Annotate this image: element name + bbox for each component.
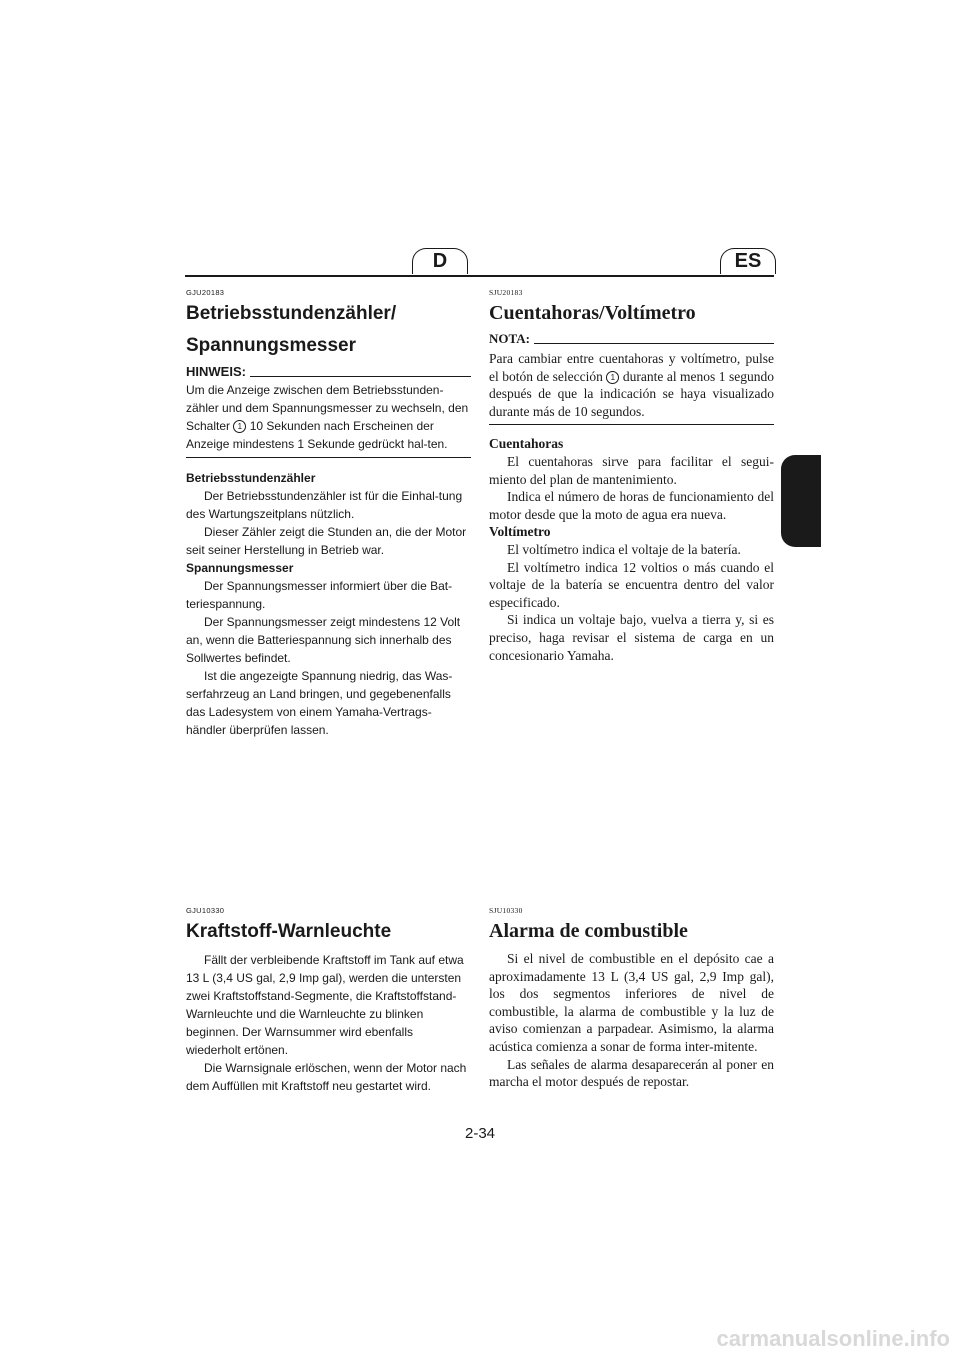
paragraph: Si indica un voltaje bajo, vuelva a tierra y, si es preciso, haga revisar el sistema de carga en un concesionario Yamaha. xyxy=(489,612,774,663)
paragraph: Ist die angezeigte Spannung niedrig, das Was-serfahrzeug an Land bringen, und gegebenenfalls das Ladesystem von einem Yamaha-Vertrags-händler überprüfen lassen. xyxy=(186,669,453,737)
es-section-fuel-warning xyxy=(489,906,774,1091)
paragraph: Si el nivel de combustible en el depósito cae a aproximadamente 13 L (3,4 US gal, 2,9 Imp gal), los dos segmentos inferiores de nivel de combustible, la alarma de combustible y la luz de aviso comienzan a parpadear. Asimismo, la alarma acústica comienza a sonar de forma inter-mitente. xyxy=(489,951,774,1054)
subheading-voltmeter: Spannungsmesser xyxy=(186,561,294,575)
language-badge-es: ES xyxy=(720,248,776,274)
subheading-hour-meter: Betriebsstundenzähler xyxy=(186,471,316,485)
section-title: Cuentahoras/Voltímetro xyxy=(489,302,696,324)
de-section-hour-meter xyxy=(186,288,471,739)
paragraph: Der Spannungsmesser zeigt mindestens 12 Volt an, wenn die Batteriespannung sich innerhalb des Sollwertes befindet. xyxy=(186,615,461,665)
section-code: SJU10330 xyxy=(489,906,523,915)
section-code: SJU20183 xyxy=(489,288,523,297)
paragraph: El cuentahoras sirve para facilitar el segui-miento del plan de mantenimiento. xyxy=(489,453,774,487)
callout-marker: 1 xyxy=(233,420,246,433)
paragraph: Las señales de alarma desaparecerán al poner en marcha el motor después de repostar. xyxy=(489,1056,774,1090)
header-rule xyxy=(185,275,774,277)
note-text: Um die Anzeige zwischen dem Betriebsstunden-zähler und dem Spannungsmesser zu wechseln, den Schalter 1 10 Sekunden nach Erscheinen der Anzeige mindestens 1 Sekunde gedrückt hal-ten. xyxy=(186,383,469,451)
section-code: GJU10330 xyxy=(186,906,225,915)
paragraph: El voltímetro indica el voltaje de la batería. xyxy=(507,541,741,557)
paragraph: Der Betriebsstundenzähler ist für die Einhal-tung des Wartungszeitplans nützlich. xyxy=(186,489,463,521)
paragraph: Dieser Zähler zeigt die Stunden an, die der Motor seit seiner Herstellung in Betrieb war. xyxy=(186,525,467,557)
chapter-tab xyxy=(781,455,821,547)
subheading-hour-meter: Cuentahoras xyxy=(489,436,564,452)
note-label: NOTA: xyxy=(489,331,530,346)
callout-marker: 1 xyxy=(606,371,619,384)
note-text: Para cambiar entre cuentahoras y voltímetro, pulse el botón de selección 1 durante al menos 1 segundo después de que la indicación se haya visualizado durante más de 10 segundos. xyxy=(489,351,775,419)
note-rule xyxy=(250,376,471,377)
note-rule xyxy=(534,343,774,344)
section-title: Betriebsstundenzähler/ Spannungsmesser xyxy=(186,303,397,356)
language-badge-de: D xyxy=(412,248,468,274)
watermark: carmanualsonline.info xyxy=(716,1326,950,1351)
page-number: 2-34 xyxy=(464,1125,496,1142)
paragraph: Der Spannungsmesser informiert über die Bat-teriespannung. xyxy=(186,579,453,611)
section-code: GJU20183 xyxy=(186,288,225,297)
paragraph: Indica el número de horas de funcionamiento del motor desde que la moto de agua era nueva. xyxy=(489,489,774,522)
subheading-voltmeter: Voltímetro xyxy=(489,524,551,540)
section-title: Kraftstoff-Warnleuchte xyxy=(186,921,392,942)
note-label: HINWEIS: xyxy=(186,364,246,379)
es-section-hour-meter xyxy=(489,288,774,664)
paragraph: Fällt der verbleibende Kraftstoff im Tank auf etwa 13 L (3,4 US gal, 2,9 Imp gal), werden die untersten zwei Kraftstoffstand-Segmente, die Kraftstoffstand-Warnleuchte und die Warnleuchte zu blinken beginnen. Der Warnsummer wird ebenfalls wiederholt ertönen. xyxy=(186,953,464,1057)
paragraph: El voltímetro indica 12 voltios o más cuando el voltaje de la batería se encuentra dentro del valor especificado. xyxy=(489,559,774,610)
note-header xyxy=(489,332,774,346)
de-section-fuel-warning xyxy=(186,906,471,1095)
section-title: Alarma de combustible xyxy=(489,920,688,942)
paragraph: Die Warnsignale erlöschen, wenn der Motor nach dem Auffüllen mit Kraftstoff neu gestartet wird. xyxy=(186,1061,467,1093)
note-header xyxy=(186,365,471,379)
